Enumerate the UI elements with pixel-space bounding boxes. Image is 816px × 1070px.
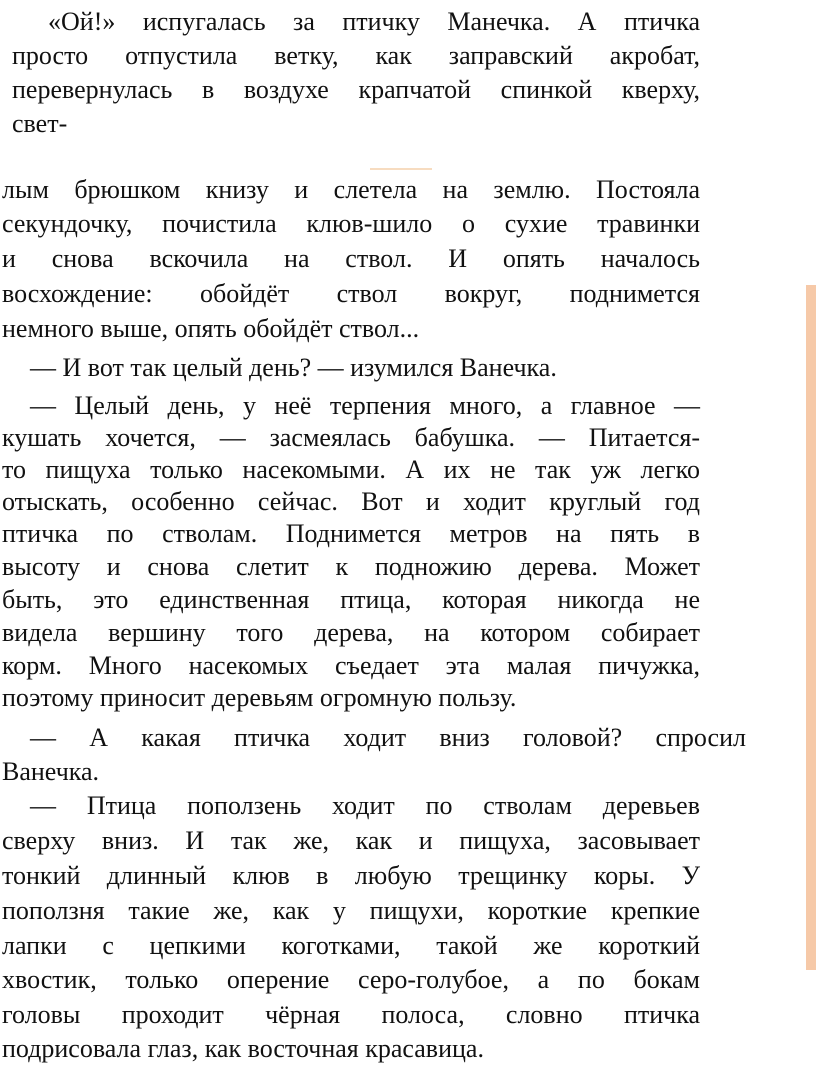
text-line-2: просто отпустила ветку, как заправский акробат, [12, 41, 700, 70]
text-line-7: и снова вскочила на ствол. И опять началось [2, 244, 700, 273]
text-line-4: свет- [12, 109, 68, 138]
text-line-14: отыскать, особенно сейчас. Вот и ходит круглый год [2, 487, 700, 516]
text-line-1: «Ой!» испугалась за птичку Манечка. А птичка [48, 7, 700, 36]
text-line-16: высоту и снова слетит к подножию дерева. Может [2, 552, 700, 581]
text-line-26: поползня такие же, как у пищухи, короткие крепкие [2, 896, 700, 925]
text-line-3: перевернулась в воздухе крапчатой спинкой кверху, [12, 75, 700, 104]
text-line-22: Ванечка. [2, 757, 100, 786]
text-line-17: быть, это единственная птица, которая никогда не [2, 585, 700, 614]
text-line-21: — А какая птичка ходит вниз головой? спросил [30, 723, 746, 752]
text-line-6: секундочку, почистила клюв-шило о сухие травинки [2, 209, 700, 238]
text-line-18: видела вершину того дерева, на котором собирает [2, 618, 700, 647]
text-line-27: лапки с цепкими коготками, такой же короткий [2, 931, 700, 960]
text-line-8: восхождение: обойдёт ствол вокруг, поднимется [2, 279, 700, 308]
text-line-28: хвостик, только оперение серо-голубое, а по бокам [2, 965, 700, 994]
text-line-19: корм. Много насекомых съедает эта малая пичужка, [2, 651, 700, 680]
text-line-9: немного выше, опять обойдёт ствол... [2, 314, 420, 343]
text-line-25: тонкий длинный клюв в любую трещинку коры. У [2, 861, 700, 890]
text-line-10: — И вот так целый день? — изумился Ванечка. [30, 353, 557, 382]
text-line-13: то пищуха только насекомыми. А их не так уж легко [2, 455, 700, 484]
text-line-5: лым брюшком книзу и слетела на землю. Постояла [2, 175, 700, 204]
text-line-15: птичка по стволам. Поднимется метров на пять в [2, 519, 700, 548]
side-margin-bar [806, 285, 816, 970]
text-line-24: сверху вниз. И так же, как и пищуха, засовывает [2, 826, 700, 855]
text-line-23: — Птица поползень ходит по стволам деревьев [30, 791, 700, 820]
text-line-11: — Целый день, у неё терпения много, а главное — [30, 391, 700, 420]
text-line-29: головы проходит чёрная полоса, словно птичка [2, 1000, 700, 1029]
text-line-12: кушать хочется, — засмеялась бабушка. — Питается- [2, 423, 700, 452]
text-line-30: подрисовала глаз, как восточная красавица. [2, 1034, 484, 1063]
text-line-20: поэтому приносит деревьям огромную пользу. [2, 683, 517, 712]
decorative-divider [370, 168, 432, 170]
